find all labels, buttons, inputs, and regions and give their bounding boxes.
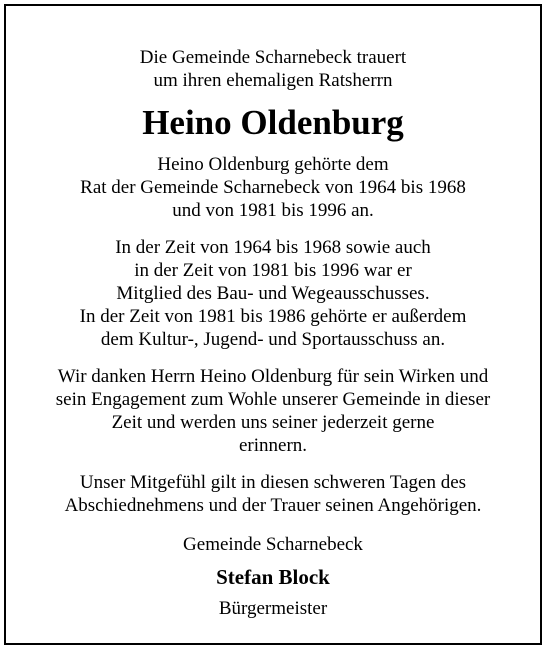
text-line: Rat der Gemeinde Scharnebeck von 1964 bis 1968	[80, 177, 466, 198]
paragraph-thanks	[6, 365, 540, 457]
signature-organization: Gemeinde Scharnebeck	[183, 534, 363, 555]
text-line: Wir danken Herrn Heino Oldenburg für sein Wirken und	[57, 366, 489, 387]
deceased-name: Heino Oldenburg	[142, 103, 404, 142]
text-line: Abschiednehmens und der Trauer seinen Angehörigen.	[64, 495, 482, 516]
text-line: Zeit und werden uns seiner jederzeit gerne	[111, 412, 435, 433]
text-line: In der Zeit von 1981 bis 1986 gehörte er außerdem	[79, 306, 467, 327]
paragraph-committees	[6, 236, 540, 351]
text-line: In der Zeit von 1964 bis 1968 sowie auch	[115, 237, 431, 258]
text-line: in der Zeit von 1981 bis 1996 war er	[134, 260, 412, 281]
text-line: sein Engagement zum Wohle unserer Gemeinde in dieser	[55, 389, 491, 410]
signature-block	[6, 533, 540, 620]
intro-line: Die Gemeinde Scharnebeck trauert	[139, 47, 407, 68]
signature-title: Bürgermeister	[218, 598, 328, 619]
paragraph-council-membership	[6, 153, 540, 222]
text-line: erinnern.	[238, 435, 308, 456]
intro-line: um ihren ehemaligen Ratsherrn	[153, 70, 393, 91]
signature-person: Stefan Block	[216, 565, 330, 589]
text-line: Heino Oldenburg gehörte dem	[157, 154, 389, 175]
text-line: und von 1981 bis 1996 an.	[172, 200, 374, 221]
text-line: dem Kultur-, Jugend- und Sportausschuss an.	[100, 329, 446, 350]
intro-text	[6, 46, 540, 92]
text-line: Unser Mitgefühl gilt in diesen schweren Tagen des	[79, 472, 467, 493]
text-line: Mitglied des Bau- und Wegeausschusses.	[116, 283, 430, 304]
paragraph-condolences	[6, 471, 540, 517]
obituary-notice	[4, 4, 542, 645]
